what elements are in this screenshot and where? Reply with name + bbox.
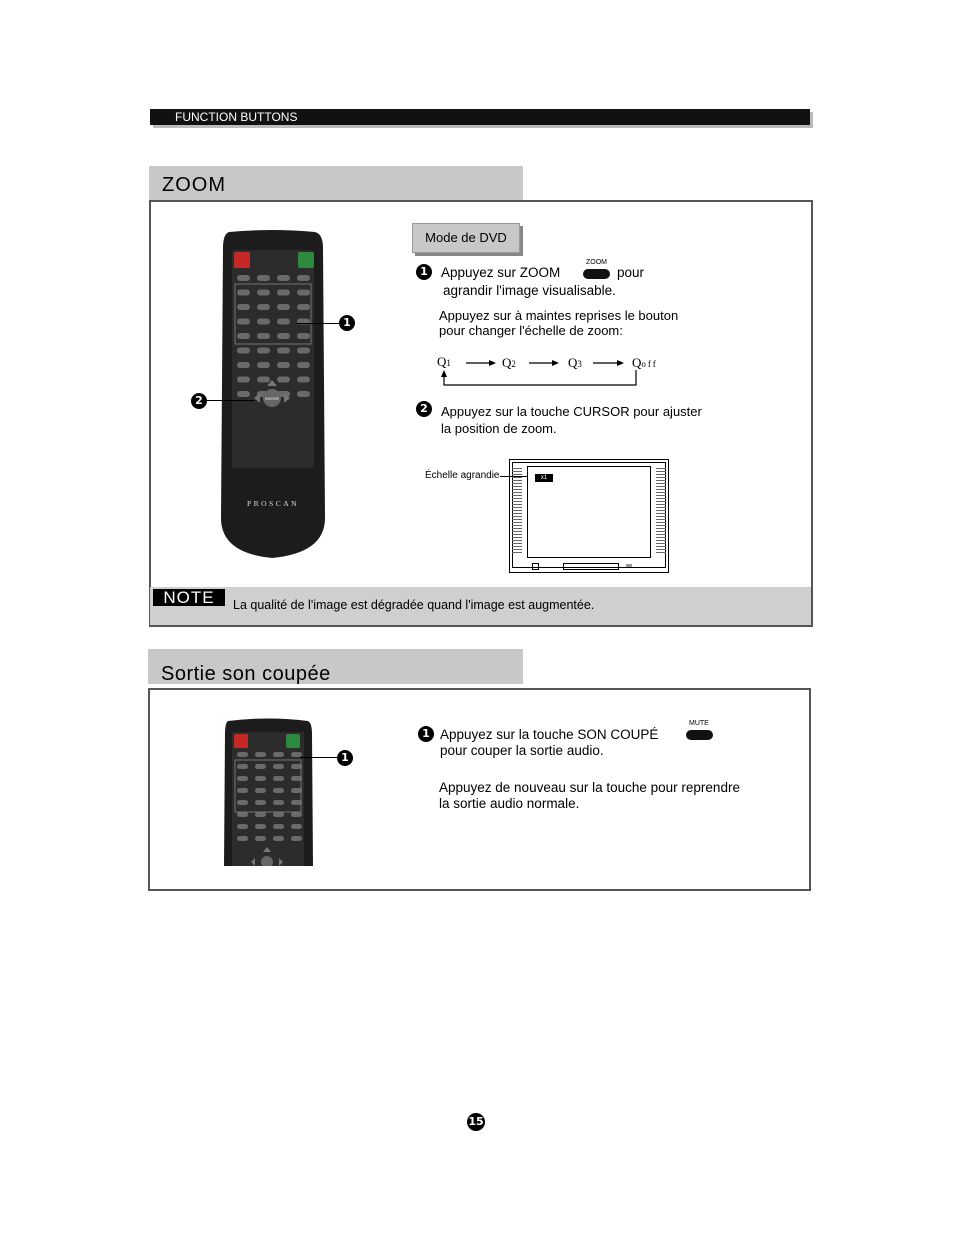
mute-button-icon xyxy=(686,730,713,740)
zoom-step1-text-c: agrandir l'image visualisable. xyxy=(443,283,616,298)
remote-button xyxy=(255,752,266,757)
zoom-section-title-bar xyxy=(149,166,523,201)
note-text: La qualité de l'image est dégradée quand l'image est augmentée. xyxy=(233,598,595,612)
remote-button xyxy=(297,290,310,296)
remote-button xyxy=(237,377,250,383)
remote-button xyxy=(237,764,248,769)
tv-sensor xyxy=(626,564,632,567)
remote-button xyxy=(255,800,266,805)
remote-button xyxy=(273,752,284,757)
step-number-2: 2 xyxy=(416,401,432,417)
remote-button xyxy=(237,836,248,841)
eject-button xyxy=(298,252,314,268)
callout-line-1 xyxy=(296,323,340,324)
section-header xyxy=(150,109,810,125)
remote-button xyxy=(297,377,310,383)
zoom-level-q2: Q2 xyxy=(502,355,516,370)
mute-step1-text-b: pour couper la sortie audio. xyxy=(440,743,604,758)
zoom-level-q1: Q1 xyxy=(437,354,451,369)
remote-button xyxy=(237,788,248,793)
remote-button xyxy=(257,362,270,368)
callout-number-1: 1 xyxy=(339,315,355,331)
remote-button xyxy=(237,304,250,310)
remote-button xyxy=(237,776,248,781)
remote-button xyxy=(237,319,250,325)
remote2-eject-button xyxy=(286,734,300,748)
power-button xyxy=(234,252,250,268)
remote-button xyxy=(255,836,266,841)
remote-button xyxy=(277,377,290,383)
header-title: FUNCTION BUTTONS xyxy=(175,110,298,124)
remote-button xyxy=(291,788,302,793)
remote-button xyxy=(237,275,250,281)
callout-number-2: 2 xyxy=(191,393,207,409)
remote-panel xyxy=(232,250,314,468)
remote-button xyxy=(257,290,270,296)
mute-section-title-bar xyxy=(148,649,523,684)
zoom-button-caption: ZOOM xyxy=(586,259,607,266)
scale-indicator: x1 xyxy=(535,474,553,482)
remote2-power-button xyxy=(234,734,248,748)
remote-button xyxy=(277,304,290,310)
zoom-step1-text: Appuyez sur ZOOM xyxy=(441,265,561,280)
zoom-repeat-text-2: pour changer l'échelle de zoom: xyxy=(439,323,623,338)
remote-button xyxy=(237,333,250,339)
remote-button xyxy=(273,776,284,781)
remote-button xyxy=(297,362,310,368)
remote-button xyxy=(277,362,290,368)
mute-again-text-2: la sortie audio normale. xyxy=(439,796,580,811)
remote-control-top-illustration xyxy=(222,716,314,866)
zoom-sequence-arrows xyxy=(436,355,666,390)
mute-title: Sortie son coupée xyxy=(161,663,331,685)
remote-button xyxy=(297,304,310,310)
remote-button xyxy=(297,391,310,397)
remote-button xyxy=(277,348,290,354)
remote-button xyxy=(257,275,270,281)
mute-button-caption: MUTE xyxy=(689,720,709,727)
remote-button xyxy=(291,800,302,805)
remote-control-illustration xyxy=(215,228,330,560)
zoom-step2-text-a: Appuyez sur la touche CURSOR pour ajuster xyxy=(441,404,702,419)
mute-callout-number: 1 xyxy=(337,750,353,766)
tv-screen-frame xyxy=(509,459,669,573)
remote-button xyxy=(255,812,266,817)
note-tag: NOTE xyxy=(153,589,225,606)
remote-button xyxy=(237,362,250,368)
remote-button xyxy=(257,377,270,383)
scale-label: Échelle agrandie xyxy=(425,470,500,481)
remote-button xyxy=(273,812,284,817)
remote-button xyxy=(277,275,290,281)
remote-button xyxy=(273,788,284,793)
remote-button xyxy=(255,788,266,793)
remote-button xyxy=(291,776,302,781)
remote-button xyxy=(291,812,302,817)
mute-step1-text-a: Appuyez sur la touche SON COUPÉ xyxy=(440,727,659,742)
page-number: 15 xyxy=(467,1113,485,1131)
step-number-1: 1 xyxy=(416,264,432,280)
remote-button xyxy=(237,290,250,296)
remote-button xyxy=(257,348,270,354)
remote-button xyxy=(297,275,310,281)
remote-button xyxy=(237,812,248,817)
tv-power-indicator xyxy=(532,563,539,570)
remote-button xyxy=(297,348,310,354)
remote-button xyxy=(273,836,284,841)
callout-line-2 xyxy=(207,400,255,401)
remote-button xyxy=(273,824,284,829)
zoom-title: ZOOM xyxy=(162,174,226,196)
remote-button xyxy=(297,333,310,339)
mute-callout-line xyxy=(300,757,338,758)
tv-control-panel xyxy=(563,563,619,570)
remote-button xyxy=(257,319,270,325)
remote-button xyxy=(255,764,266,769)
remote-button xyxy=(277,290,290,296)
remote-button xyxy=(291,764,302,769)
remote-button xyxy=(273,764,284,769)
zoom-step1-text-b: pour xyxy=(617,265,645,280)
remote-button xyxy=(291,836,302,841)
tv-speaker-right xyxy=(656,468,666,554)
zoom-repeat-text-1: Appuyez sur à maintes reprises le bouton xyxy=(439,308,679,323)
tv-speaker-left xyxy=(512,468,522,554)
remote-button xyxy=(237,824,248,829)
mute-step-number: 1 xyxy=(418,726,434,742)
remote-button xyxy=(273,800,284,805)
remote-button xyxy=(255,776,266,781)
remote-button xyxy=(237,391,250,397)
zoom-step2-text-b: la position de zoom. xyxy=(441,421,557,436)
dvd-mode-label: Mode de DVD xyxy=(412,223,520,253)
zoom-level-q3: Q3 xyxy=(568,355,582,370)
remote-button xyxy=(257,304,270,310)
zoom-button-icon xyxy=(583,269,610,279)
remote-button xyxy=(277,333,290,339)
zoom-level-qoff: Qoff xyxy=(632,355,658,370)
remote-button xyxy=(255,824,266,829)
remote-brand: PROSCAN xyxy=(246,499,300,508)
remote-button xyxy=(291,824,302,829)
remote-button xyxy=(237,800,248,805)
remote-button xyxy=(237,752,248,757)
enter-label: ENTER xyxy=(265,396,279,401)
mute-again-text-1: Appuyez de nouveau sur la touche pour reprendre xyxy=(439,780,740,795)
remote-button xyxy=(257,333,270,339)
remote-button xyxy=(277,319,290,325)
remote-button xyxy=(237,348,250,354)
